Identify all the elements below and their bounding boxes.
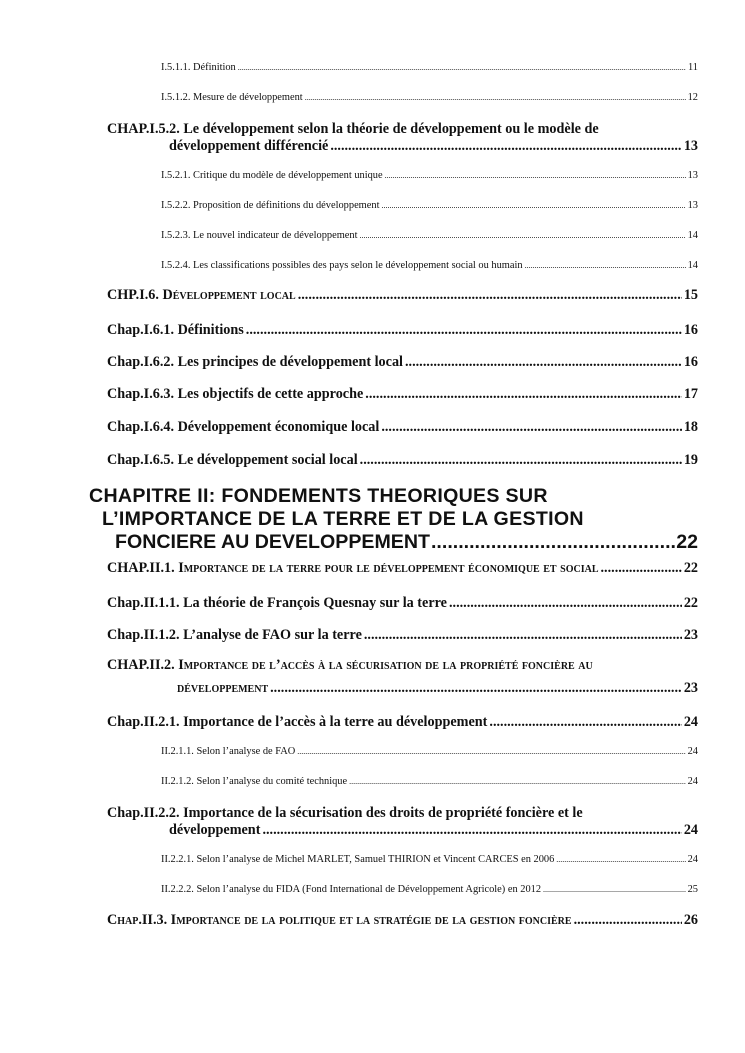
leader-dots (543, 884, 686, 895)
toc-entry-label: Chap.II.2.1. Importance de l’accès à la terre au développement (107, 714, 488, 730)
toc-entry-label: I.5.2.3. Le nouvel indicateur de développement (161, 230, 358, 241)
leader-dots (364, 627, 682, 644)
chapter-heading-line1[interactable]: CHAPITRE II: FONDEMENTS THEORIQUES SUR (89, 485, 548, 507)
toc-entry-page: 18 (683, 419, 698, 435)
toc-entry-page: 24 (687, 776, 698, 787)
leader-dots (305, 92, 686, 103)
toc-entry-label: CHAP.II.1. Importance de la terre pour le développement économique et social (107, 560, 599, 576)
toc-entry-page: 24 (683, 822, 698, 838)
toc-entry[interactable] (107, 287, 698, 304)
toc-entry[interactable] (169, 138, 698, 155)
toc-entry-label: II.2.2.1. Selon l’analyse de Michel MARLET, Samuel THIRION et Vincent CARCES en 2006 (161, 854, 555, 865)
toc-entry-label: Chap.I.6.3. Les objectifs de cette approche (107, 386, 364, 402)
leader-dots (238, 62, 686, 73)
toc-entry[interactable] (161, 854, 698, 865)
leader-dots (601, 560, 682, 577)
leader-dots (525, 260, 686, 271)
toc-entry-label: Chap.I.6.4. Développement économique local (107, 419, 380, 435)
leader-dots (298, 287, 682, 304)
leader-dots (246, 322, 682, 339)
toc-entry[interactable] (161, 884, 698, 895)
toc-entry-page: 24 (687, 854, 698, 865)
leader-dots (489, 714, 681, 731)
toc-entry[interactable] (107, 322, 698, 339)
toc-entry-label: Chap.I.6.2. Les principes de développement local (107, 354, 403, 370)
toc-entry-label: I.5.1.2. Mesure de développement (161, 92, 303, 103)
toc-entry-page: 23 (683, 627, 698, 643)
toc-entry[interactable] (107, 386, 698, 403)
toc-entry-page: 13 (687, 170, 698, 181)
toc-entry[interactable] (107, 912, 698, 929)
toc-entry-line1[interactable]: Chap.II.2.2. Importance de la sécurisation des droits de propriété foncière et le (107, 805, 583, 821)
chapter-heading-line2[interactable]: L’IMPORTANCE DE LA TERRE ET DE LA GESTION (102, 508, 584, 530)
toc-entry-page: 23 (683, 680, 698, 696)
toc-entry[interactable] (161, 776, 698, 787)
toc-entry[interactable] (161, 92, 698, 103)
toc-entry-label: II.2.2.2. Selon l’analyse du FIDA (Fond International de Développement Agricole) en 2012 (161, 884, 542, 895)
leader-dots (385, 170, 686, 181)
toc-entry[interactable] (107, 419, 698, 436)
toc-entry[interactable] (161, 260, 698, 271)
toc-entry[interactable] (177, 680, 698, 697)
toc-entry-page: 17 (683, 386, 698, 402)
toc-entry-label: Chap.I.6.1. Définitions (107, 322, 244, 338)
toc-entry[interactable] (161, 230, 698, 241)
toc-entry-label: II.2.1.2. Selon l’analyse du comité technique (161, 776, 348, 787)
toc-entry-page: 26 (683, 912, 698, 928)
toc-entry-page: 13 (683, 138, 698, 154)
toc-entry-page: 12 (687, 92, 698, 103)
toc-entry-page: 11 (687, 62, 698, 73)
leader-dots (381, 200, 685, 211)
toc-entry-label: Chap.II.1.2. L’analyse de FAO sur la terre (107, 627, 362, 643)
leader-dots (574, 912, 682, 929)
leader-dots (360, 452, 682, 469)
toc-entry[interactable] (161, 746, 698, 757)
toc-entry-page: 24 (683, 714, 698, 730)
leader-dots (556, 854, 685, 865)
toc-entry-page: 14 (687, 230, 698, 241)
toc-entry-label: I.5.2.2. Proposition de définitions du développement (161, 200, 380, 211)
toc-entry[interactable] (107, 595, 698, 612)
toc-entry-page: 13 (687, 200, 698, 211)
toc-entry-label: Chap.I.6.5. Le développement social local (107, 452, 358, 468)
chapter-heading-line3: FONCIERE AU DEVELOPPEMENT (115, 531, 430, 553)
leader-dots (405, 354, 682, 371)
toc-entry-label: I.5.2.1. Critique du modèle de développement unique (161, 170, 383, 181)
toc-entry-line1[interactable]: CHAP.I.5.2. Le développement selon la théorie de développement ou le modèle de (107, 121, 599, 137)
toc-entry[interactable] (115, 531, 698, 554)
toc-entry[interactable] (169, 822, 698, 839)
toc-entry[interactable] (107, 354, 698, 371)
toc-entry-label: Chap.II.1.1. La théorie de François Quesnay sur la terre (107, 595, 447, 611)
leader-dots (349, 776, 685, 787)
toc-entry-label: I.5.2.4. Les classifications possibles des pays selon le développement social ou humain (161, 260, 523, 271)
toc-entry-page: 15 (683, 287, 698, 303)
toc-entry[interactable] (107, 560, 698, 577)
toc-entry-page: 14 (687, 260, 698, 271)
toc-entry[interactable] (107, 714, 698, 731)
leader-dots (431, 531, 675, 554)
toc-entry-label: développement différencié (169, 138, 329, 154)
toc-entry-line1[interactable]: CHAP.II.2. Importance de l’accès à la sécurisation de la propriété foncière au (107, 657, 593, 673)
toc-entry-page: 25 (687, 884, 698, 895)
leader-dots (365, 386, 682, 403)
toc-entry-label: CHP.I.6. Développement local (107, 287, 296, 303)
toc-entry[interactable] (107, 627, 698, 644)
toc-entry-label: développement (177, 680, 269, 696)
toc-entry-label: I.5.1.1. Définition (161, 62, 236, 73)
toc-entry[interactable] (161, 62, 698, 73)
toc-entry-page: 22 (676, 531, 698, 553)
toc-entry-label: développement (169, 822, 261, 838)
toc-entry-page: 19 (683, 452, 698, 468)
toc-entry-page: 24 (687, 746, 698, 757)
leader-dots (360, 230, 686, 241)
toc-entry[interactable] (107, 452, 698, 469)
leader-dots (330, 138, 682, 155)
toc-entry-label: Chap.II.3. Importance de la politique et la stratégie de la gestion foncière (107, 912, 572, 928)
toc-entry[interactable] (161, 200, 698, 211)
leader-dots (297, 746, 685, 757)
leader-dots (381, 419, 681, 436)
toc-entry-page: 16 (683, 322, 698, 338)
toc-entry-page: 22 (683, 560, 698, 576)
toc-entry-page: 22 (683, 595, 698, 611)
leader-dots (449, 595, 682, 612)
toc-entry[interactable] (161, 170, 698, 181)
leader-dots (270, 680, 682, 697)
leader-dots (262, 822, 681, 839)
toc-entry-page: 16 (683, 354, 698, 370)
toc-entry-label: II.2.1.1. Selon l’analyse de FAO (161, 746, 296, 757)
